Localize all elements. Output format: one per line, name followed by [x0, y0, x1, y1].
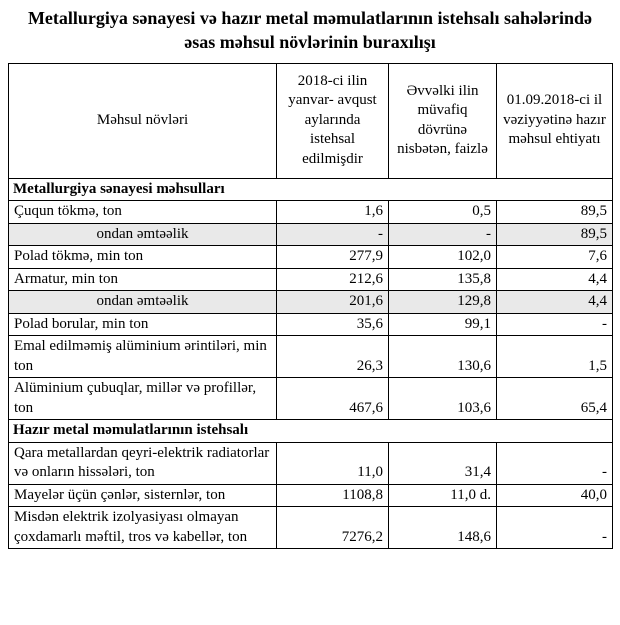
- produced-cell: 277,9: [277, 246, 389, 269]
- percent-cell: 102,0: [389, 246, 497, 269]
- table-row: [9, 291, 613, 314]
- percent-cell: 0,5: [389, 201, 497, 224]
- section-title: Metallurgiya sənayesi məhsulları: [9, 178, 613, 201]
- table-header-row: [9, 63, 613, 178]
- product-cell: Polad borular, min ton: [9, 313, 277, 336]
- page-title: Metallurgiya sənayesi və hazır metal məmulatlarının istehsalı sahələrində əsas məhsul növlərinin buraxılışı: [27, 8, 593, 53]
- stock-cell: 7,6: [497, 246, 613, 269]
- percent-cell: 103,6: [389, 378, 497, 420]
- table-row: [9, 223, 613, 246]
- produced-cell: 7276,2: [277, 507, 389, 549]
- produced-cell: -: [277, 223, 389, 246]
- stock-cell: 1,5: [497, 336, 613, 378]
- header-produced: 2018-ci ilin yanvar- avqust aylarında istehsal edilmişdir: [277, 63, 389, 178]
- produced-cell: 1108,8: [277, 484, 389, 507]
- stock-cell: -: [497, 507, 613, 549]
- stock-cell: 4,4: [497, 268, 613, 291]
- percent-cell: 31,4: [389, 442, 497, 484]
- percent-cell: 135,8: [389, 268, 497, 291]
- table-row: [9, 201, 613, 224]
- product-cell: ondan əmtəəlik: [9, 291, 277, 314]
- produced-cell: 26,3: [277, 336, 389, 378]
- header-product: Məhsul növləri: [9, 63, 277, 178]
- produced-cell: 1,6: [277, 201, 389, 224]
- section-title: Hazır metal məmulatlarının istehsalı: [9, 420, 613, 443]
- product-cell: Emal edilməmiş alüminium ərintiləri, min ton: [9, 336, 277, 378]
- percent-cell: 99,1: [389, 313, 497, 336]
- produced-cell: 201,6: [277, 291, 389, 314]
- stock-cell: 89,5: [497, 223, 613, 246]
- product-cell: Qara metallardan qeyri-elektrik radiatorlar və onların hissələri, ton: [9, 442, 277, 484]
- production-table: [8, 63, 613, 550]
- produced-cell: 467,6: [277, 378, 389, 420]
- stock-cell: 89,5: [497, 201, 613, 224]
- table-row: [9, 484, 613, 507]
- percent-cell: 148,6: [389, 507, 497, 549]
- produced-cell: 212,6: [277, 268, 389, 291]
- stock-cell: 40,0: [497, 484, 613, 507]
- product-cell: Armatur, min ton: [9, 268, 277, 291]
- section-header-metallurgy: [9, 178, 613, 201]
- table-row: [9, 313, 613, 336]
- percent-cell: 11,0 d.: [389, 484, 497, 507]
- table-row: [9, 442, 613, 484]
- product-cell: ondan əmtəəlik: [9, 223, 277, 246]
- produced-cell: 35,6: [277, 313, 389, 336]
- product-cell: Çuqun tökmə, ton: [9, 201, 277, 224]
- percent-cell: -: [389, 223, 497, 246]
- table-row: [9, 268, 613, 291]
- produced-cell: 11,0: [277, 442, 389, 484]
- product-cell: Mayelər üçün çənlər, sisternlər, ton: [9, 484, 277, 507]
- percent-cell: 130,6: [389, 336, 497, 378]
- stock-cell: -: [497, 313, 613, 336]
- percent-cell: 129,8: [389, 291, 497, 314]
- table-row: [9, 507, 613, 549]
- stock-cell: 65,4: [497, 378, 613, 420]
- product-cell: Alüminium çubuqlar, millər və profillər, ton: [9, 378, 277, 420]
- section-header-finished-metal: [9, 420, 613, 443]
- stock-cell: -: [497, 442, 613, 484]
- product-cell: Polad tökmə, min ton: [9, 246, 277, 269]
- table-row: [9, 378, 613, 420]
- header-percent: Əvvəlki ilin müvafiq dövrünə nisbətən, faizlə: [389, 63, 497, 178]
- stock-cell: 4,4: [497, 291, 613, 314]
- header-stock: 01.09.2018-ci il vəziyyətinə hazır məhsul ehtiyatı: [497, 63, 613, 178]
- table-row: [9, 336, 613, 378]
- table-row: [9, 246, 613, 269]
- product-cell: Misdən elektrik izolyasiyası olmayan çoxdamarlı məftil, tros və kabellər, ton: [9, 507, 277, 549]
